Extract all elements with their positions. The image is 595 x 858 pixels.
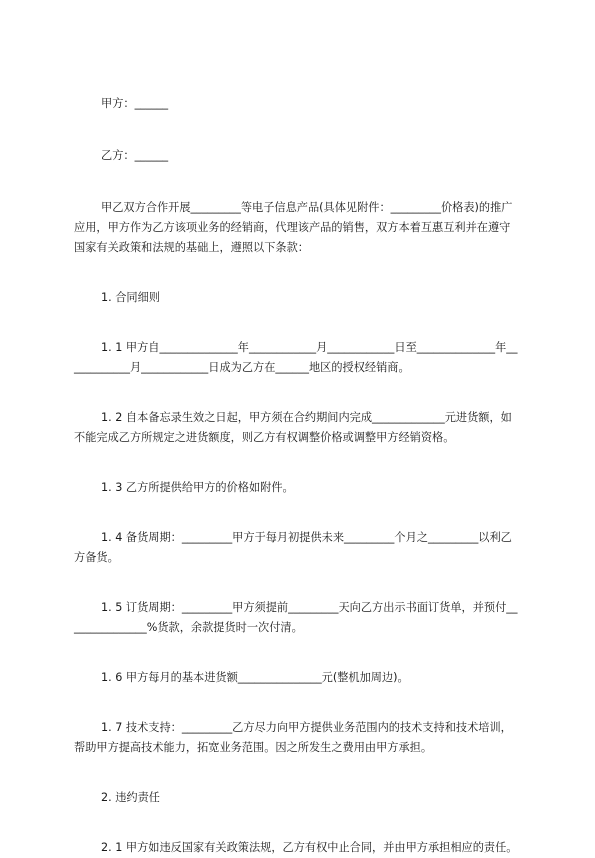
intro-paragraph: 甲乙双方合作开展_________等电子信息产品(具体见附件：_________价格表)的推广应用，甲方作为乙方该项业务的经销商，代理该产品的销售，双方本着互惠互利并在遵守国家有关政策和法规的基础上，遵照以下条款： <box>74 201 513 254</box>
clause-1-5: 1. 5 订货周期：_________甲方须提前_________天向乙方出示书面订货单，并预付_______________%货款，余款提货时一次付清。 <box>74 601 518 634</box>
clause-1-6: 1. 6 甲方每月的基本进货额_______________元(整机加周边)。 <box>101 671 409 684</box>
clause-1-1: 1. 1 甲方自______________年____________月____________日至______________年____________月____________日成为乙方在______地区的授权经销商。 <box>74 341 518 374</box>
clause-1-7: 1. 7 技术支持：_________乙方尽力向甲方提供业务范围内的技术支持和技术培训，帮助甲方提高技术能力，拓宽业务范围。因之所发生之费用由甲方承担。 <box>74 721 512 754</box>
section-2-heading: 2. 违约责任 <box>101 791 160 804</box>
section-1-heading: 1. 合同细则 <box>101 291 160 304</box>
clause-1-2: 1. 2 自本备忘录生效之日起，甲方须在合约期间内完成_____________元进货额，如不能完成乙方所规定之进货额度，则乙方有权调整价格或调整甲方经销资格。 <box>74 411 512 444</box>
party-a-line: 甲方：______ <box>101 97 169 110</box>
clause-1-3: 1. 3 乙方所提供给甲方的价格如附件。 <box>101 481 294 494</box>
clause-2-1: 2. 1 甲方如违反国家有关政策法规，乙方有权中止合同，并由甲方承担相应的责任。 <box>101 841 518 854</box>
clause-1-4: 1. 4 备货周期：_________甲方于每月初提供未来_________个月之_________以利乙方备货。 <box>74 531 512 564</box>
party-b-line: 乙方：______ <box>101 149 169 162</box>
